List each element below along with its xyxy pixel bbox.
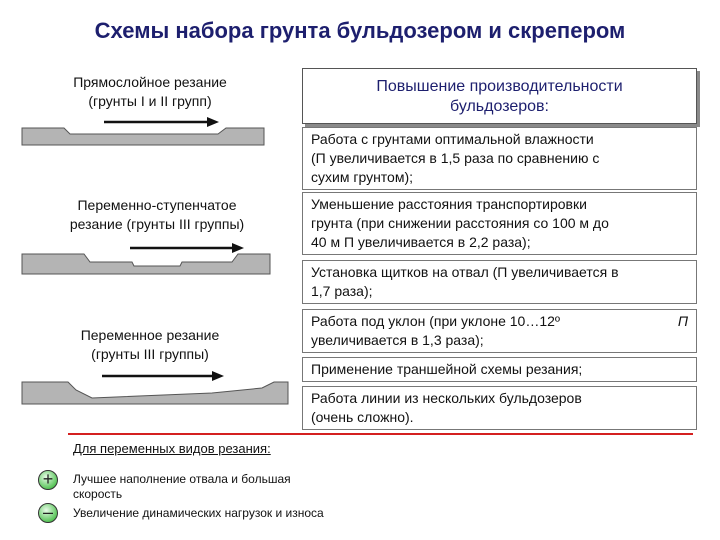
scheme-2-caption-line-2: резание (грунты III группы)	[69, 216, 245, 232]
scheme-2-arrowhead	[232, 243, 244, 253]
page-title: Схемы набора грунта бульдозером и скрепером	[94, 18, 626, 43]
item-2-line-2: грунта (при снижении расстояния со 100 м до	[311, 215, 609, 231]
item-1-line-2: (П увеличивается в 1,5 раза по сравнению с	[311, 150, 600, 166]
productivity-heading-line-2: бульдозеров:	[450, 98, 549, 115]
minus-note: Увеличение динамических нагрузок и износа	[73, 506, 324, 520]
item-3-line-2: 1,7 раза);	[311, 283, 373, 299]
item-3-line-1: Установка щитков на отвал (П увеличивается в	[311, 264, 619, 280]
scheme-1-caption-line-2: (грунты I и II групп)	[88, 93, 212, 109]
item-1-line-1: Работа с грунтами оптимальной влажности	[311, 131, 594, 147]
scheme-3-caption-line-1: Переменное резание	[80, 327, 220, 343]
scheme-3-arrowhead	[212, 371, 224, 381]
scheme-1-diagram	[22, 112, 272, 148]
scheme-3-caption	[50, 326, 250, 364]
productivity-item-1	[302, 127, 697, 190]
scheme-2-caption	[32, 196, 282, 234]
item-4-line-1: Работа под уклон (при уклоне 10…12º	[311, 313, 561, 329]
item-4-right-symbol: П	[677, 313, 688, 329]
scheme-1-arrowhead	[207, 117, 219, 127]
productivity-heading-line-1: Повышение производительности	[376, 78, 623, 95]
item-6-line-1: Работа линии из нескольких бульдозеров	[311, 390, 582, 406]
item-4-text	[311, 312, 560, 350]
scheme-1-caption	[50, 73, 250, 111]
plus-note	[73, 472, 291, 502]
notes-heading: Для переменных видов резания:	[73, 441, 271, 456]
plus-note-line-2: скорость	[73, 487, 123, 501]
scheme-1-soil-profile	[22, 128, 264, 145]
scheme-3-soil-profile	[22, 382, 288, 404]
red-divider-line	[68, 433, 693, 435]
productivity-item-4	[302, 309, 697, 353]
minus-icon: –	[38, 503, 58, 523]
productivity-item-5	[302, 357, 697, 382]
productivity-item-3	[302, 260, 697, 304]
item-4-line-2: увеличивается в 1,3 раза);	[311, 332, 484, 348]
productivity-heading	[302, 68, 697, 124]
productivity-item-2	[302, 192, 697, 255]
scheme-3-caption-line-2: (грунты III группы)	[91, 346, 209, 362]
plus-icon: +	[38, 470, 58, 490]
scheme-2-diagram	[22, 242, 282, 278]
item-1-line-3: сухим грунтом);	[311, 169, 414, 185]
scheme-1-caption-line-1: Прямослойное резание	[73, 74, 227, 90]
item-5-line-1: Применение траншейной схемы резания;	[311, 361, 583, 377]
item-2-line-1: Уменьшение расстояния транспортировки	[311, 196, 587, 212]
productivity-item-6	[302, 386, 697, 430]
scheme-3-diagram	[22, 368, 292, 408]
item-6-line-2: (очень сложно).	[311, 409, 414, 425]
plus-note-line-1: Лучшее наполнение отвала и большая	[73, 472, 291, 486]
scheme-2-caption-line-1: Переменно-ступенчатое	[77, 197, 237, 213]
item-2-line-3: 40 м П увеличивается в 2,2 раза);	[311, 234, 531, 250]
scheme-2-soil-profile	[22, 254, 270, 274]
